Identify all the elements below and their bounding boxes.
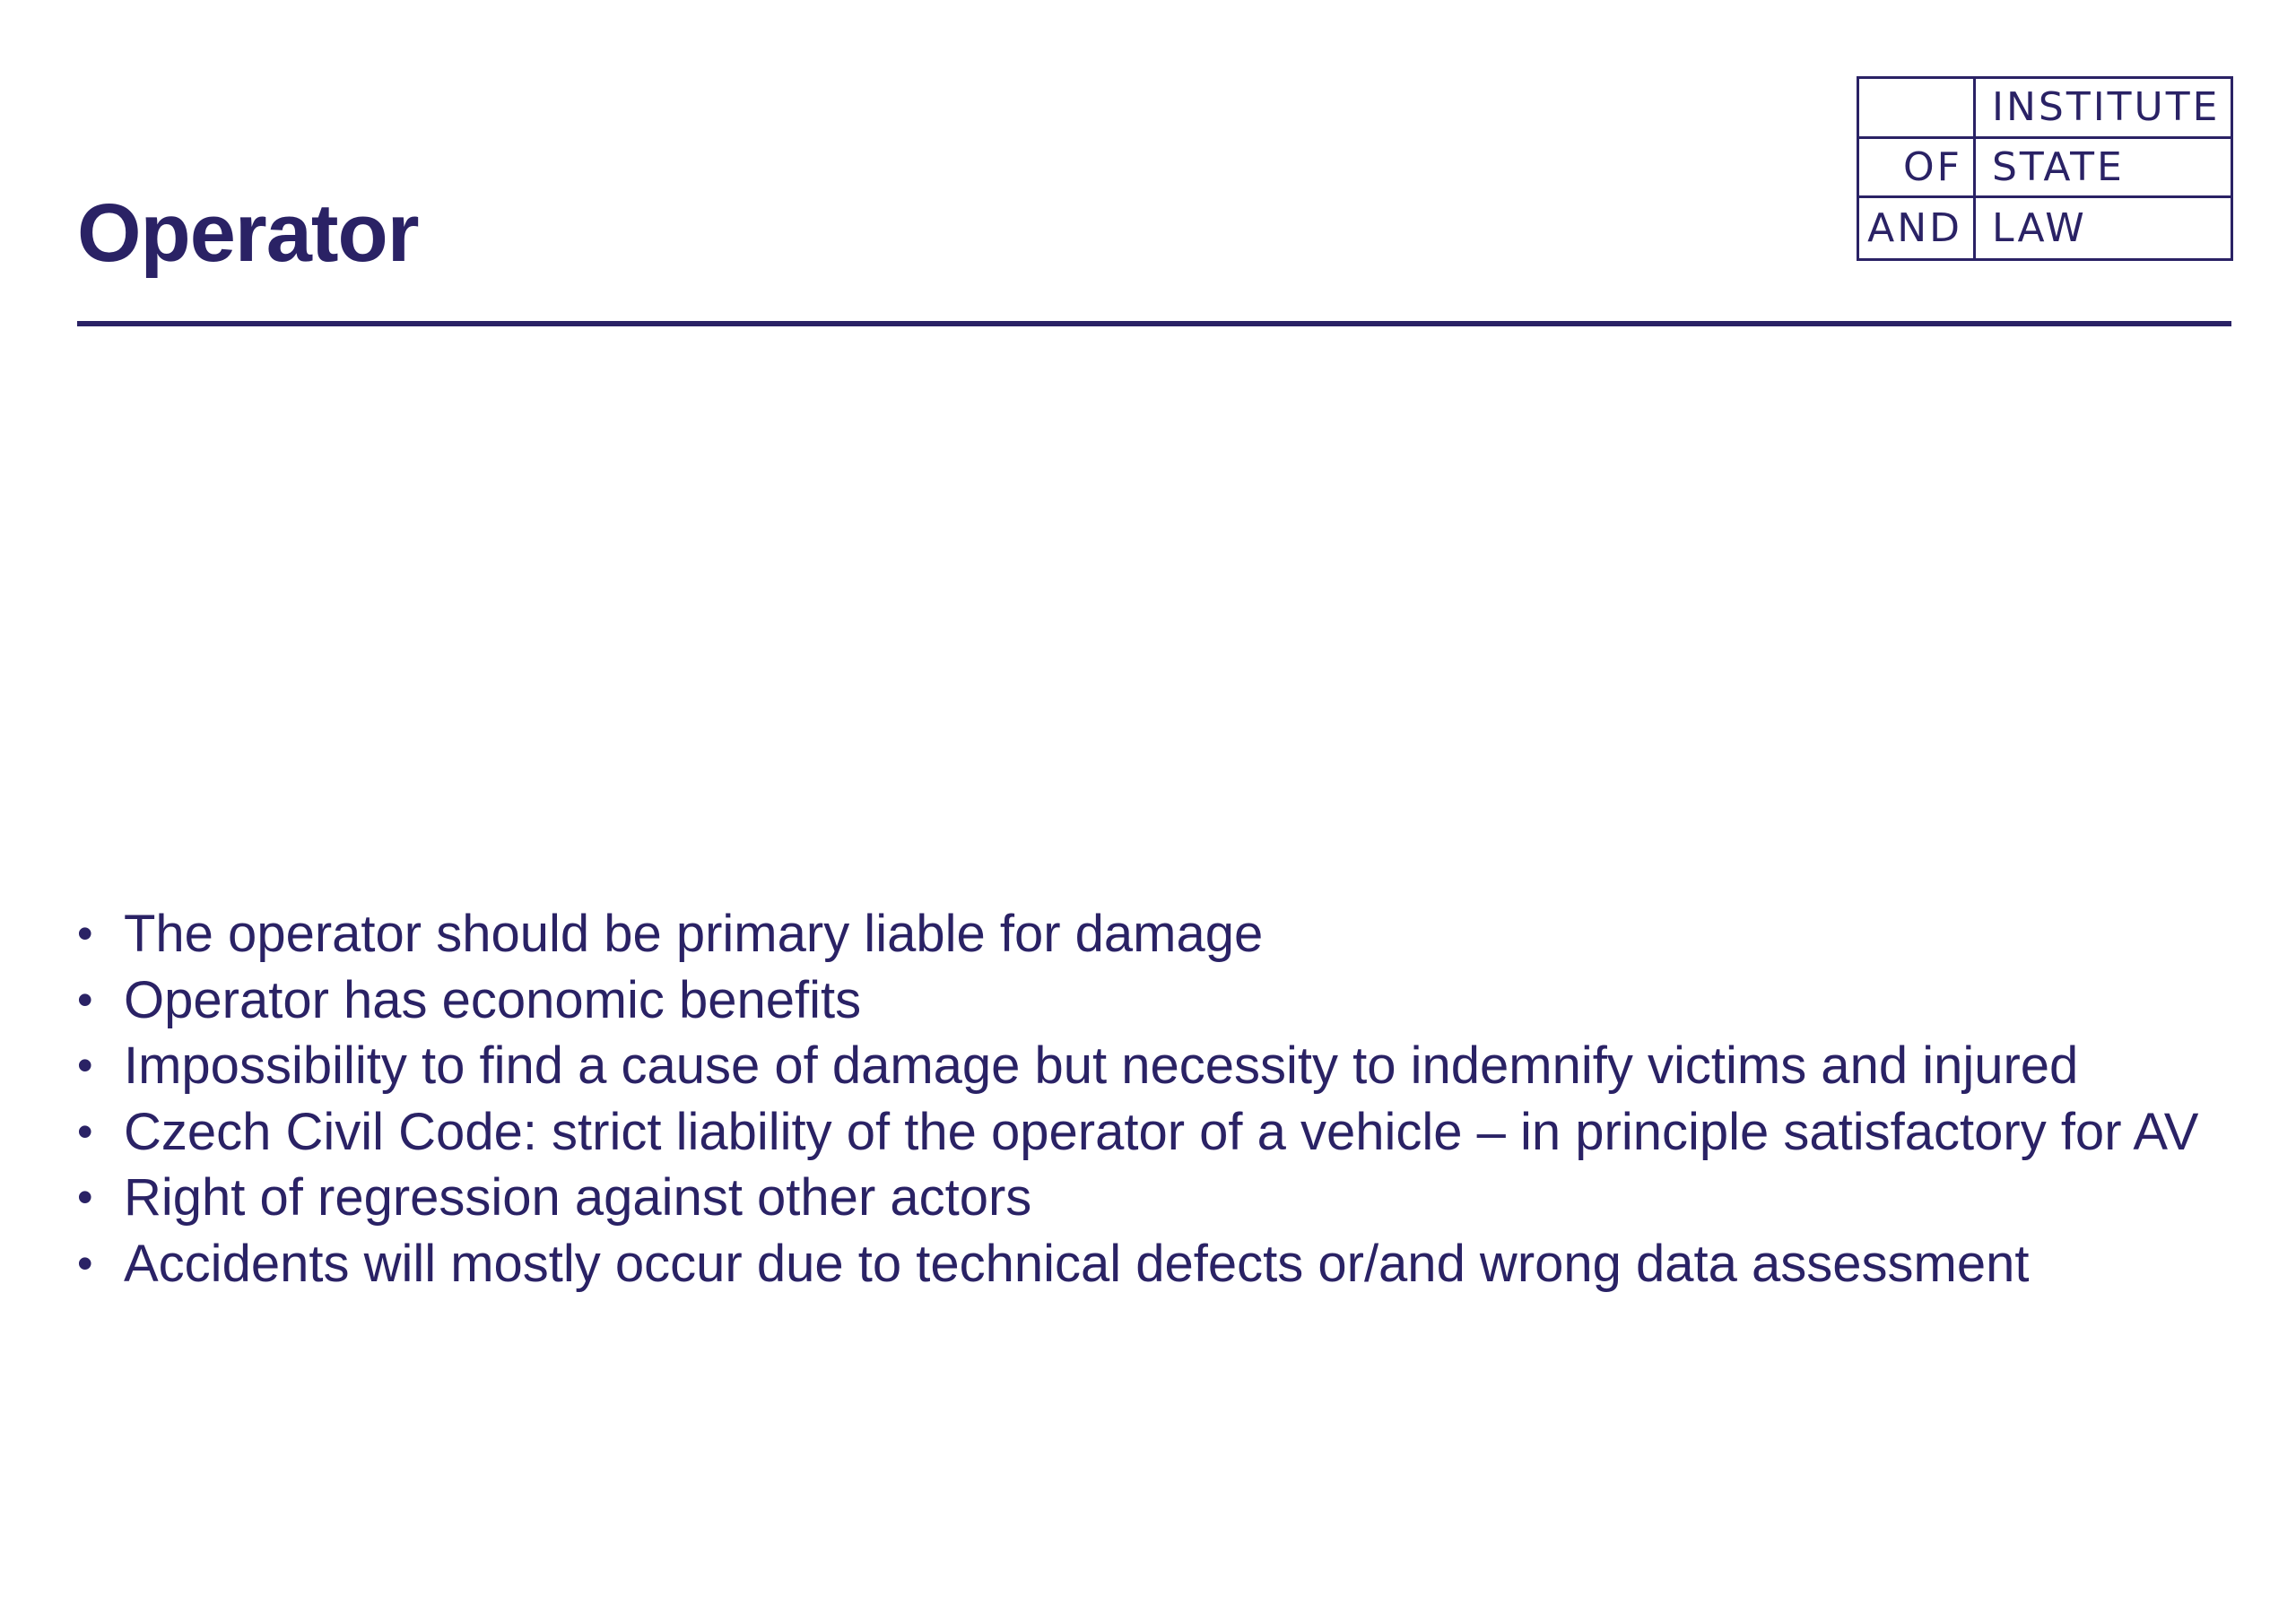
bullet-item — [77, 901, 2248, 967]
bullet-list — [77, 901, 2248, 1297]
bullet-text: Right of regression against other actors — [124, 1168, 1032, 1227]
logo-word-state: STATE — [1976, 139, 2231, 199]
bullet-text: Czech Civil Code: strict liability of the operator of a vehicle – in principle satisfactory for AV — [124, 1102, 2199, 1161]
logo-word-law: LAW — [1992, 205, 2087, 252]
bullet-icon: • — [77, 974, 93, 1025]
title-divider — [77, 321, 2231, 326]
logo-word-institute: INSTITUTE — [1976, 79, 2231, 139]
bullet-item — [77, 1165, 2248, 1231]
bullet-text: Accidents will mostly occur due to technical defects or/and wrong data assessment — [124, 1234, 2030, 1293]
bullet-icon: • — [77, 1106, 93, 1157]
bullet-text: Operator has economic benefits — [124, 970, 862, 1029]
logo-word-and: AND — [1859, 198, 1976, 258]
bullet-item — [77, 967, 2248, 1034]
logo-word-of: OF — [1859, 139, 1976, 199]
bullet-icon: • — [77, 908, 93, 958]
logo-cell — [1859, 79, 1976, 139]
bullet-icon: • — [77, 1172, 93, 1222]
bullet-item — [77, 1033, 2248, 1099]
bullet-icon: • — [77, 1237, 93, 1288]
bullet-text: The operator should be primary liable for damage — [124, 905, 1264, 963]
bullet-text: Impossibility to find a cause of damage but necessity to indemnify victims and injured — [124, 1037, 2079, 1095]
institute-logo — [1857, 76, 2233, 261]
bullet-item — [77, 1231, 2248, 1297]
bullet-item — [77, 1099, 2248, 1166]
slide-title: Operator — [77, 187, 419, 279]
bullet-icon: • — [77, 1040, 93, 1090]
